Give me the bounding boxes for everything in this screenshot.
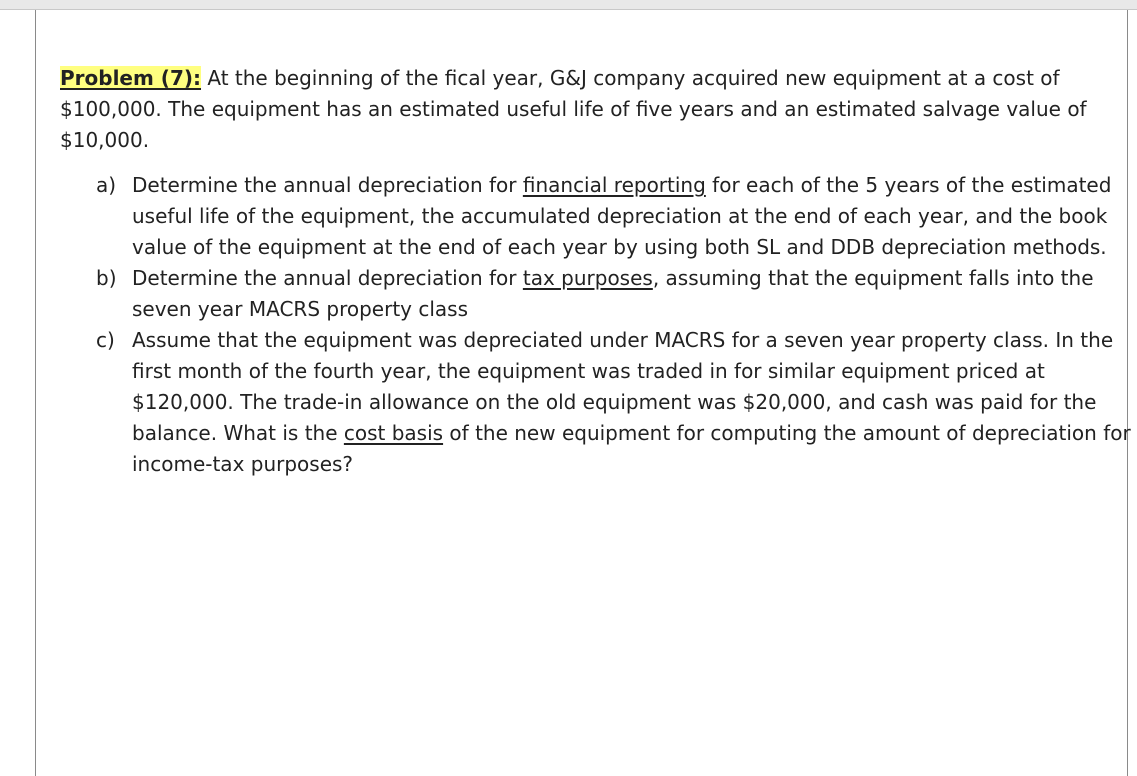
part-c-letter: c) xyxy=(96,328,115,352)
document-content xyxy=(60,63,1131,480)
part-a-text-before: Determine the annual depreciation for xyxy=(132,173,523,197)
part-b-underlined: tax purposes xyxy=(522,266,653,290)
problem-text: At the beginning of the fical year, G&J company acquired new equipment at a cost of $100,000. The equipment has an estimated useful life of five years and an estimated salvage value of $10,000. xyxy=(60,66,1087,152)
part-a-letter: a) xyxy=(96,173,117,197)
part-c-text-before: Assume that the equipment was depreciated under MACRS for a seven year property class. In the first month of the fourth year, the equipment was traded in for similar equipment priced at $120,000. The trade-in allowance on the old equipment was $20,000, and cash was paid for the balance. What is the xyxy=(132,328,1114,445)
problem-parts-list xyxy=(60,170,1131,480)
problem-statement xyxy=(60,63,1100,156)
document-page xyxy=(35,10,1131,776)
top-toolbar-edge xyxy=(0,0,1137,10)
part-c-underlined: cost basis xyxy=(343,421,444,445)
part-b xyxy=(60,263,1132,325)
part-a xyxy=(60,170,1132,263)
part-c xyxy=(60,325,1132,480)
part-c-text-after: of the new equipment for computing the amount of depreciation for income-tax purposes? xyxy=(132,421,1131,476)
problem-label: Problem (7): xyxy=(60,66,201,90)
part-b-letter: b) xyxy=(96,266,117,290)
part-a-underlined: financial reporting xyxy=(522,173,706,197)
part-b-text-after: , assuming that the equipment falls into the seven year MACRS property class xyxy=(132,266,1094,321)
part-a-text-after: for each of the 5 years of the estimated useful life of the equipment, the accumulated depreciation at the end of each year, and the book value of the equipment at the end of each year by using both SL and DDB depreciation methods. xyxy=(132,173,1112,259)
part-b-text-before: Determine the annual depreciation for xyxy=(132,266,523,290)
